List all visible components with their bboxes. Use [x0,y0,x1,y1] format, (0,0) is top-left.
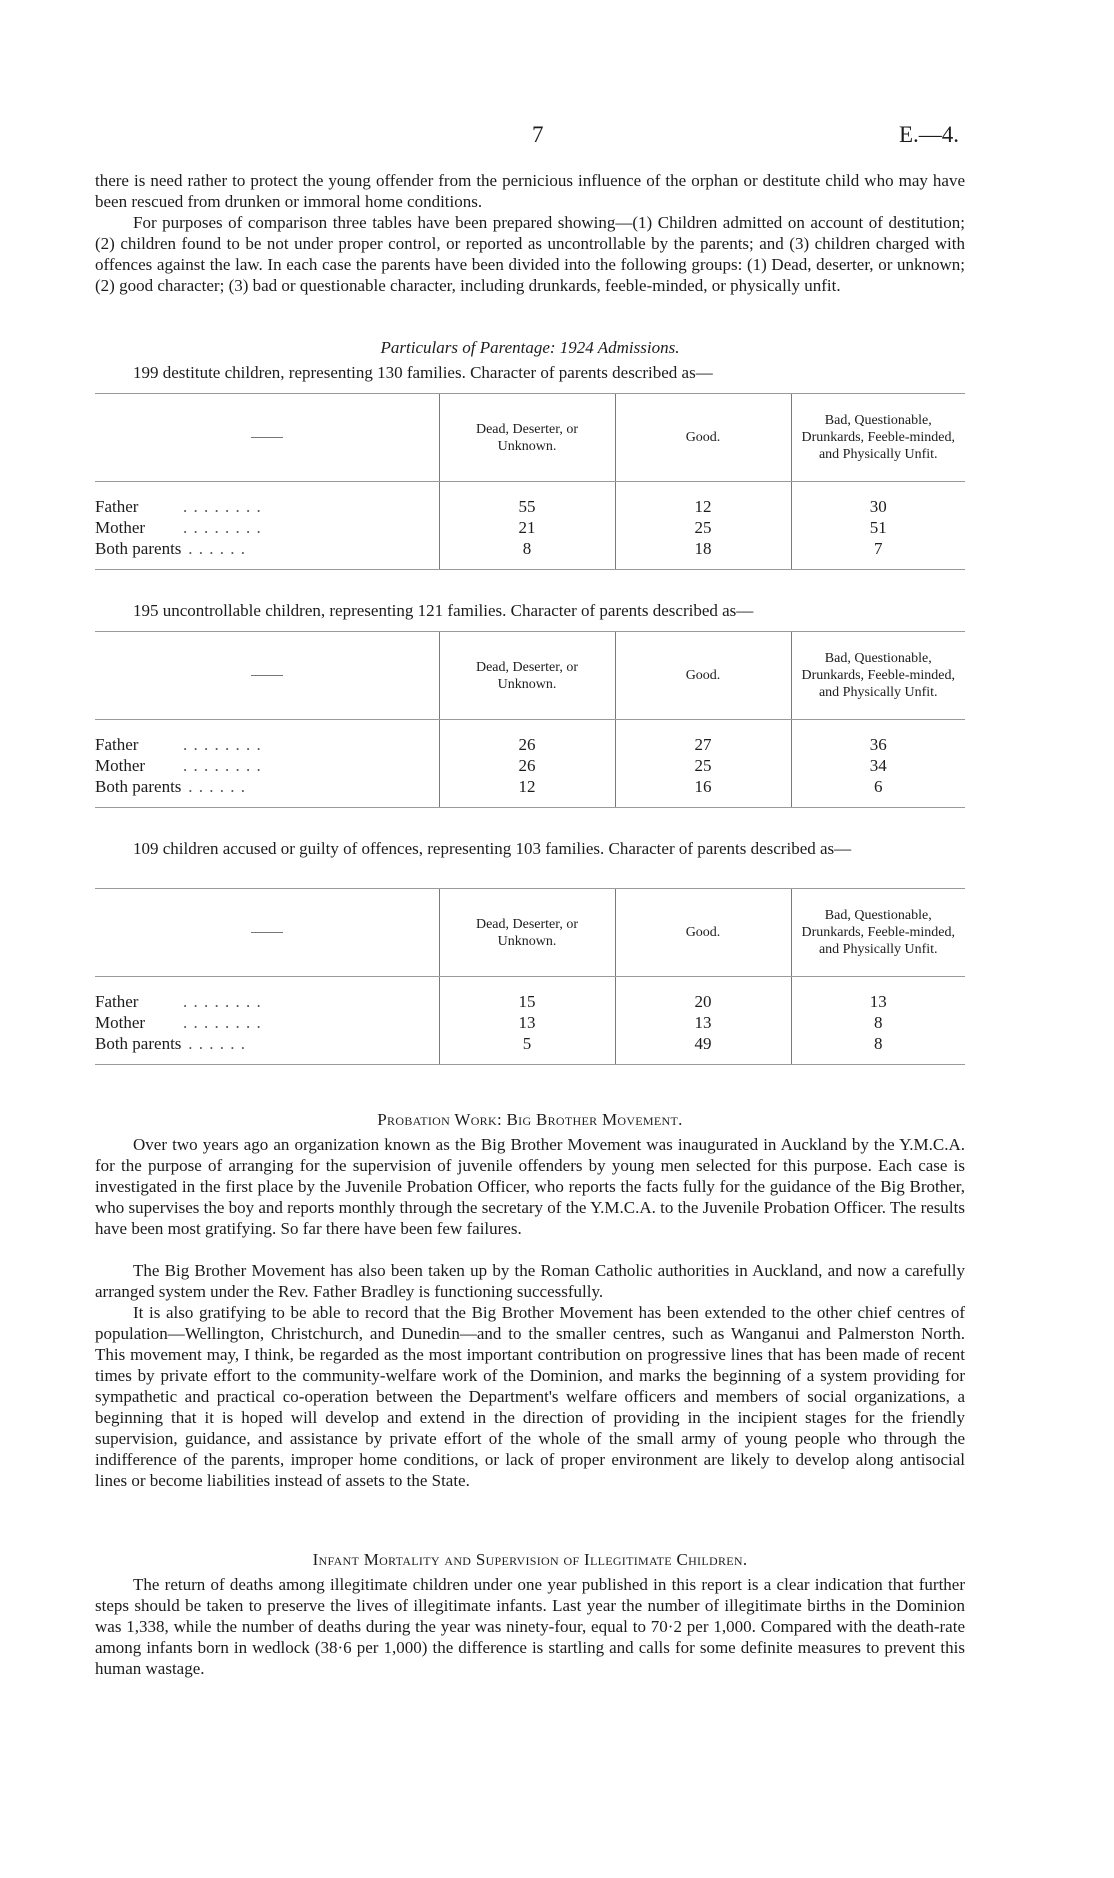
section-title-probation: Probation Work: Big Brother Movement. [377,1110,683,1129]
cell-dead: 5 [439,1033,615,1065]
cell-dead: 8 [439,538,615,570]
header-good: Good. [615,889,791,977]
section-title-infant-mortality: Infant Mortality and Supervision of Illegitimate Children. [312,1550,748,1569]
tables-caption: Particulars of Parentage: 1924 Admissions. [380,338,680,357]
probation-paragraph-1: Over two years ago an organization known as the Big Brother Movement was inaugurated in Auckland by the Y.M.C.A. for the purpose of arranging for the supervision of juvenile offenders by young men selected for this purpose. Each case is investigated in the first place by the Juvenile Probation Officer, who reports the facts fully for the guidance of the Big Brother, who supervises the boy and reports monthly through the secretary of the Y.M.C.A. to the Juvenile Probation Officer. The results have been most gratifying. So far there have been few failures. [95,1135,965,1238]
table-header-row [95,889,965,977]
cell-dead: 13 [439,1012,615,1033]
cell-good: 25 [615,517,791,538]
table-row-mother [95,1012,965,1033]
probation-paragraph-3: It is also gratifying to be able to record that the Big Brother Movement has been extended to the other chief centres of population—Wellington, Christchurch, and Dunedin—and to the smaller centres, such as Wanganui and Palmerston North. This movement may, I think, be regarded as the most important contribution on progressive lines that has been made of recent times by private effort to the community-welfare work of the Dominion, and marks the beginning of a system providing for sympathetic and practical co-operation between the Department's welfare officers and members of social organizations, a beginning that it is hoped will develop and extend in the direction of providing in the incipient stages for the friendly supervision, guidance, and assistance by private effort of the whole of the small army of young people who through the indifference of the parents, improper home conditions, or lack of proper environment are likely to develop along antisocial lines or become liabilities instead of assets to the State. [95,1303,965,1490]
header-bad-questionable: Bad, Questionable, Drunkards, Feeble-minded, and Physically Unfit. [791,632,965,720]
intro-paragraph-continued: there is need rather to protect the young offender from the pernicious influence of the orphan or destitute child who may have been rescued from drunken or immoral home conditions. [95,171,965,211]
row-label: Both parents . . . . . . [95,1033,439,1065]
row-label: Mother . . . . . . . . [95,756,262,775]
page-header [0,122,1114,150]
probation-paragraph-2: The Big Brother Movement has also been taken up by the Roman Catholic authorities in Auckland, and now a carefully arranged system under the Rev. Father Bradley is functioning successfully. [95,1261,965,1301]
cell-dead: 12 [439,776,615,808]
table-row-mother [95,755,965,776]
table-intro-destitute: 199 destitute children, representing 130 families. Character of parents described as— [133,363,713,382]
cell-bad: 13 [791,977,965,1013]
header-bad-questionable: Bad, Questionable, Drunkards, Feeble-minded, and Physically Unfit. [791,394,965,482]
table-row-father [95,482,965,518]
header-blank-cell [95,889,439,977]
document-reference: E.—4. [898,122,959,147]
row-label: Father . . . . . . . . [95,497,262,516]
row-label: Father . . . . . . . . [95,735,262,754]
cell-good: 25 [615,755,791,776]
cell-bad: 34 [791,755,965,776]
row-label: Both parents . . . . . . [95,776,439,808]
table-row-father [95,720,965,756]
header-bad-questionable: Bad, Questionable, Drunkards, Feeble-minded, and Physically Unfit. [791,889,965,977]
row-label: Mother . . . . . . . . [95,1013,262,1032]
cell-dead: 15 [439,977,615,1013]
header-good: Good. [615,632,791,720]
header-good: Good. [615,394,791,482]
row-label: Both parents . . . . . . [95,538,439,570]
header-blank-cell [95,632,439,720]
table-header-row [95,632,965,720]
cell-bad: 30 [791,482,965,518]
cell-good: 27 [615,720,791,756]
header-dead-deserter-unknown: Dead, Deserter, or Unknown. [439,394,615,482]
header-dash [251,675,283,676]
cell-bad: 6 [791,776,965,808]
cell-bad: 8 [791,1033,965,1065]
parentage-table-uncontrollable [95,631,965,808]
cell-good: 13 [615,1012,791,1033]
cell-bad: 51 [791,517,965,538]
header-dead-deserter-unknown: Dead, Deserter, or Unknown. [439,889,615,977]
cell-dead: 55 [439,482,615,518]
cell-bad: 8 [791,1012,965,1033]
cell-good: 16 [615,776,791,808]
header-dash [251,437,283,438]
cell-good: 49 [615,1033,791,1065]
intro-paragraph-comparison: For purposes of comparison three tables have been prepared showing—(1) Children admitted on account of destitution; (2) children found to be not under proper control, or reported as uncontrollable by the parents; and (3) children charged with offences against the law. In each case the parents have been divided into the following groups: (1) Dead, deserter, or unknown; (2) good character; (3) bad or questionable character, including drunkards, feeble-minded, or physically unfit. [95,213,965,295]
header-dash [251,932,283,933]
header-dead-deserter-unknown: Dead, Deserter, or Unknown. [439,632,615,720]
row-label: Father . . . . . . . . [95,992,262,1011]
infant-mortality-paragraph: The return of deaths among illegitimate children under one year published in this report is a clear indication that further steps should be taken to preserve the lives of illegitimate infants. Last year the number of illegitimate births in the Dominion was 1,338, while the number of deaths during the year was ninety-four, equal to 70·2 per 1,000. Compared with the death-rate among infants born in wedlock (38·6 per 1,000) the difference is startling and calls for some definite measures to prevent this human wastage. [95,1575,965,1678]
cell-good: 20 [615,977,791,1013]
table-header-row [95,394,965,482]
cell-bad: 36 [791,720,965,756]
parentage-table-destitute [95,393,965,570]
table-intro-offences: 109 children accused or guilty of offences, representing 103 families. Character of parents described as— [133,839,852,858]
row-label: Mother . . . . . . . . [95,518,262,537]
parentage-table-offences [95,888,965,1065]
table-row-father [95,977,965,1013]
table-intro-uncontrollable: 195 uncontrollable children, representing 121 families. Character of parents described as— [133,601,754,620]
header-blank-cell [95,394,439,482]
cell-dead: 26 [439,755,615,776]
cell-good: 18 [615,538,791,570]
table-row-both-parents [95,1033,965,1065]
cell-dead: 21 [439,517,615,538]
table-row-both-parents [95,538,965,570]
table-row-mother [95,517,965,538]
cell-dead: 26 [439,720,615,756]
page-number: 7 [532,122,544,147]
cell-good: 12 [615,482,791,518]
table-row-both-parents [95,776,965,808]
cell-bad: 7 [791,538,965,570]
